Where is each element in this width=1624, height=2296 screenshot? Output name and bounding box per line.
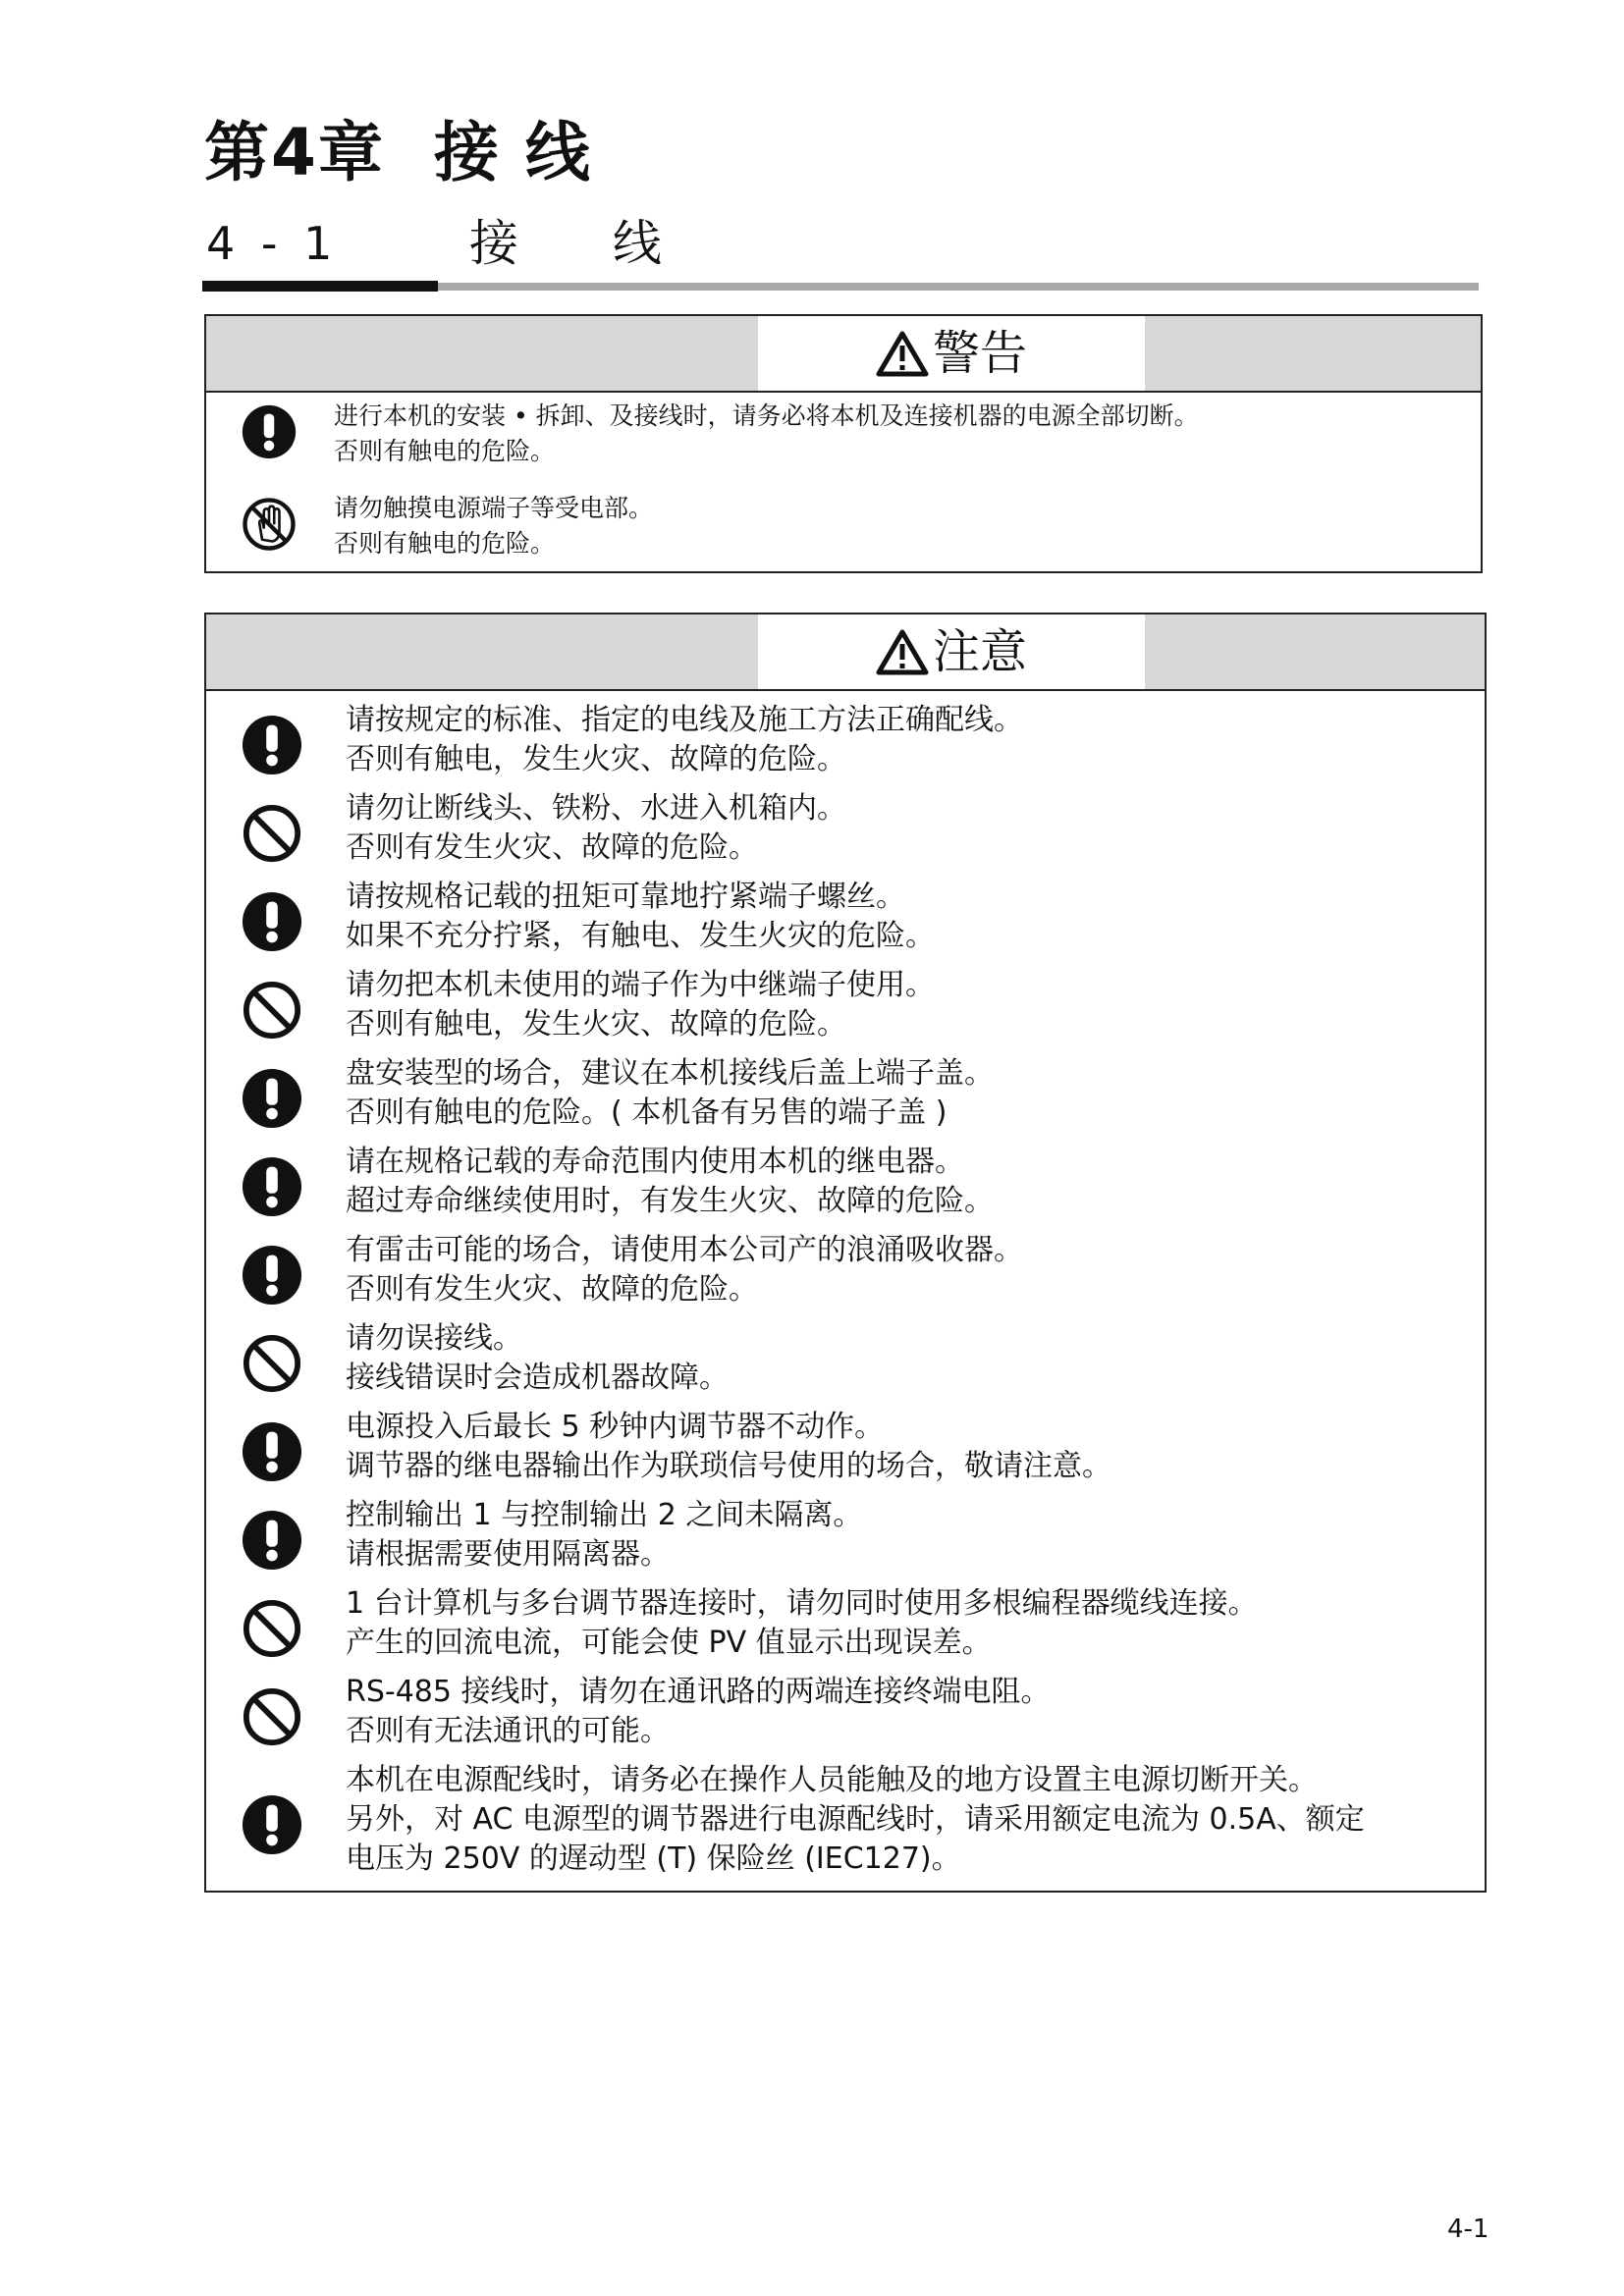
caution-text-line: 电压为 250V 的遅动型 (T) 保险丝 (IEC127)。: [346, 1842, 961, 1876]
mandatory-icon: [242, 1068, 302, 1129]
caution-text-line: 否则有触电的危险。( 本机备有另售的端子盖 ): [346, 1095, 947, 1130]
warning-text-line: 进行本机的安装 • 拆卸、及接线时，请务必将本机及连接机器的电源全部切断。: [334, 401, 1199, 430]
caution-label: [758, 614, 1145, 689]
caution-box-header: [206, 614, 1485, 691]
caution-text-line: 请按规格记载的扭矩可靠地拧紧端子螺丝。: [346, 880, 905, 914]
warning-box-header: [206, 316, 1481, 393]
mandatory-icon: [242, 891, 302, 952]
no-touch-icon: [242, 497, 297, 552]
caution-text-line: 请勿把本机未使用的端子作为中继端子使用。: [346, 968, 935, 1002]
caution-text-line: 请按规定的标准、指定的电线及施工方法正确配线。: [346, 703, 1023, 737]
caution-text-line: 如果不充分拧紧，有触电、发生火灾的危险。: [346, 919, 935, 953]
mandatory-icon: [242, 1421, 302, 1482]
mandatory-icon: [242, 1245, 302, 1306]
caution-text-line: 电源投入后最长 5 秒钟内调节器不动作。: [346, 1410, 885, 1444]
caution-text-line: 盘安装型的场合，建议在本机接线后盖上端子盖。: [346, 1056, 994, 1091]
warning-triangle-icon: [876, 330, 929, 377]
caution-text-line: 请根据需要使用隔离器。: [346, 1537, 670, 1572]
prohibition-icon: [242, 803, 302, 864]
chapter-name: 接 线: [433, 115, 592, 190]
caution-text-line: 否则有发生火灾、故障的危险。: [346, 830, 758, 865]
warning-text-line: 请勿触摸电源端子等受电部。: [334, 494, 654, 522]
caution-text-line: 超过寿命继续使用时，有发生火灾、故障的危险。: [346, 1184, 994, 1218]
caution-text-line: 否则有无法通讯的可能。: [346, 1714, 670, 1748]
prohibition-icon: [242, 980, 302, 1041]
warning-box: [204, 314, 1483, 573]
caution-text-line: 请勿让断线头、铁粉、水进入机箱内。: [346, 791, 846, 826]
section-rule: [202, 281, 1479, 292]
mandatory-icon: [242, 404, 297, 459]
prohibition-icon: [242, 1598, 302, 1659]
mandatory-icon: [242, 715, 302, 775]
caution-text-line: 产生的回流电流，可能会使 PV 值显示出现误差。: [346, 1626, 992, 1660]
mandatory-icon: [242, 1156, 302, 1217]
chapter-title: [204, 114, 592, 192]
caution-text-line: 另外，对 AC 电源型的调节器进行电源配线时，请采用额定电流为 0.5A、额定: [346, 1802, 1365, 1837]
chapter-number: 4: [271, 115, 318, 190]
mandatory-icon: [242, 1510, 302, 1571]
section-number: 4 - 1: [206, 217, 339, 270]
caution-text-line: 请在规格记载的寿命范围内使用本机的继电器。: [346, 1145, 964, 1179]
caution-text-line: 调节器的继电器输出作为联琐信号使用的场合，敬请注意。: [346, 1449, 1111, 1483]
caution-text-line: 否则有触电，发生火灾、故障的危险。: [346, 742, 846, 776]
caution-text-line: 控制输出 1 与控制输出 2 之间未隔离。: [346, 1498, 863, 1532]
chapter-suffix: 章: [317, 115, 385, 190]
caution-text-line: 否则有触电，发生火灾、故障的危险。: [346, 1007, 846, 1041]
warning-header-text: 警告: [932, 326, 1027, 381]
warning-text-line: 否则有触电的危险。: [334, 437, 556, 465]
caution-text-line: 有雷击可能的场合，请使用本公司产的浪涌吸收器。: [346, 1233, 1023, 1267]
prohibition-icon: [242, 1686, 302, 1747]
caution-text-line: 1 台计算机与多台调节器连接时，请勿同时使用多根编程器缆线连接。: [346, 1586, 1258, 1621]
caution-box: [204, 613, 1487, 1893]
caution-text-line: 请勿误接线。: [346, 1321, 522, 1356]
caution-header-text: 注意: [932, 624, 1027, 679]
caution-text-line: 否则有发生火灾、故障的危险。: [346, 1272, 758, 1307]
caution-text-line: 本机在电源配线时，请务必在操作人员能触及的地方设置主电源切断开关。: [346, 1763, 1318, 1797]
caution-text-line: RS-485 接线时，请勿在通讯路的两端连接终端电阻。: [346, 1675, 1051, 1709]
page-number: 4-1: [1447, 2215, 1489, 2244]
mandatory-icon: [242, 1794, 302, 1855]
chapter-prefix: 第: [204, 115, 271, 190]
prohibition-icon: [242, 1333, 302, 1394]
caution-text-line: 接线错误时会造成机器故障。: [346, 1361, 729, 1395]
section-title: 接 线: [469, 215, 701, 272]
warning-text-line: 否则有触电的危险。: [334, 529, 556, 558]
warning-triangle-icon: [876, 628, 929, 675]
warning-label: [758, 316, 1145, 391]
